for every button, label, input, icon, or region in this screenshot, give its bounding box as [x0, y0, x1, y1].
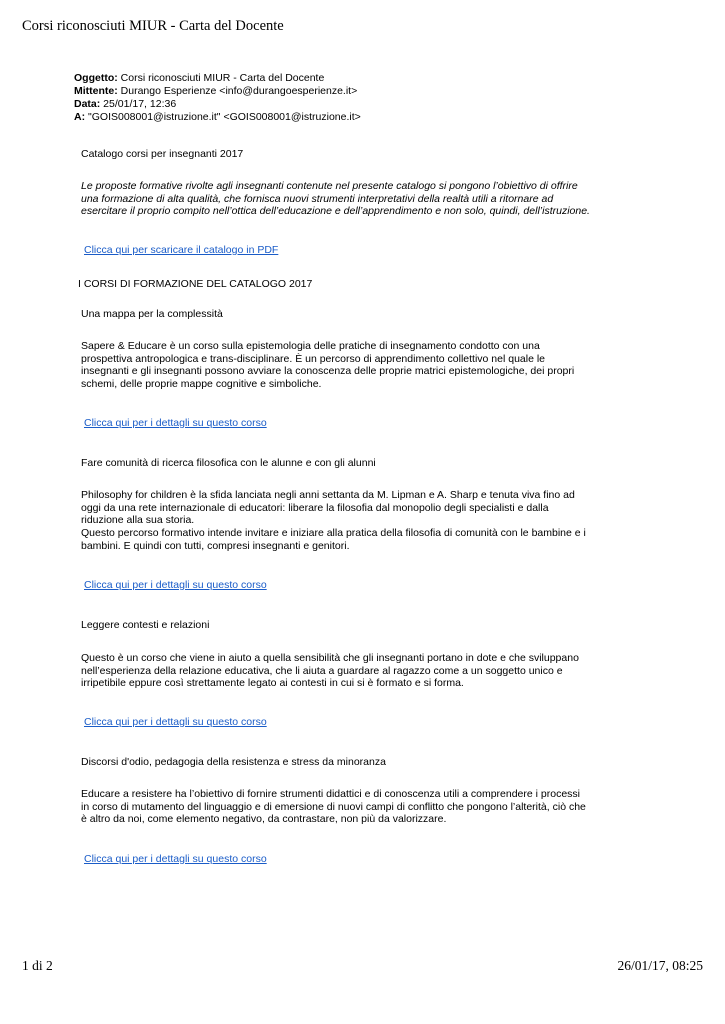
sender-value: Durango Esperienze <info@durangoesperienze.it> — [117, 85, 358, 97]
course-title: Leggere contesti e relazioni — [81, 619, 210, 631]
subject-value: Corsi riconosciuti MIUR - Carta del Docente — [117, 72, 325, 84]
page-counter: 1 di 2 — [22, 958, 53, 973]
catalog-title: Catalogo corsi per insegnanti 2017 — [81, 148, 244, 160]
print-timestamp: 26/01/17, 08:25 — [617, 958, 703, 973]
course-details-link[interactable]: Clicca qui per i dettagli su questo corso — [84, 716, 267, 728]
date-row — [74, 98, 361, 111]
subject-label: Oggetto: — [74, 72, 118, 84]
course-description: Educare a resistere ha l’obiettivo di fornire strumenti didattici e di conoscenza utili a comprendere i processi in corso di mutamento del linguaggio e di emersione di nuovi campi di conflitto che pongono l’alterità, ciò che è altro da noi, come elemento negativo, da contrastare, non più da valorizzare. — [81, 788, 586, 826]
date-label: Data: — [74, 98, 101, 110]
recipient-row — [74, 111, 361, 124]
page-title: Corsi riconosciuti MIUR - Carta del Docente — [22, 18, 284, 34]
email-header — [74, 72, 361, 124]
course-description-2: Questo percorso formativo intende invitare e iniziare alla pratica della filosofia di comunità con le bambine e i bambini. E quindi con tutti, compresi insegnanti e genitori. — [81, 527, 586, 552]
sender-row — [74, 85, 361, 98]
section-heading: I CORSI DI FORMAZIONE DEL CATALOGO 2017 — [78, 278, 313, 290]
course-description: Questo è un corso che viene in aiuto a quella sensibilità che gli insegnanti portano in dote e che sviluppano nell’esperienza della relazione educativa, che li aiuta a guardare al ragazzo come a un soggetto unico e irripetibile eppure così strettamente legato ai contesti in cui si è formato e si forma. — [81, 652, 579, 690]
course-details-link[interactable]: Clicca qui per i dettagli su questo corso — [84, 417, 267, 429]
date-value: 25/01/17, 12:36 — [100, 98, 177, 110]
course-details-link[interactable]: Clicca qui per i dettagli su questo corso — [84, 853, 267, 865]
recipient-label: A: — [74, 111, 86, 123]
course-details-link[interactable]: Clicca qui per i dettagli su questo corso — [84, 579, 267, 591]
sender-label: Mittente: — [74, 85, 118, 97]
recipient-value: "GOIS008001@istruzione.it" <GOIS008001@istruzione.it> — [85, 111, 361, 123]
course-title: Una mappa per la complessità — [81, 308, 223, 320]
course-description: Sapere & Educare è un corso sulla epistemologia delle pratiche di insegnamento condotto con una prospettiva antropologica e trans-disciplinare. È un percorso di apprendimento collettivo nel quale le insegnanti e gli insegnanti possono avviare la conoscenza delle proprie matrici epistemologiche, dei propri schemi, delle proprie mappe cognitive e simboliche. — [81, 340, 575, 390]
subject-row — [74, 72, 361, 85]
intro-paragraph: Le proposte formative rivolte agli insegnanti contenute nel presente catalogo si pongono l’obiettivo di offrire una formazione di alta qualità, che fornisca nuovi strumenti interpretativi della realtà utili a ritornare ad esercitare il proprio compito nell’ottica dell’educazione e dell’apprendimento e non solo, quindi, dell’istruzione. — [81, 180, 590, 218]
course-description: Philosophy for children è la sfida lanciata negli anni settanta da M. Lipman e A. Sharp e tenuta viva fino ad oggi da una rete internazionale di educatori: liberare la filosofia dal monopolio degli specialisti e dalla riduzione alla sua storia. — [81, 489, 575, 527]
course-title: Discorsi d'odio, pedagogia della resistenza e stress da minoranza — [81, 756, 386, 768]
course-title: Fare comunità di ricerca filosofica con le alunne e con gli alunni — [81, 457, 376, 469]
download-pdf-link[interactable]: Clicca qui per scaricare il catalogo in PDF — [84, 244, 279, 256]
